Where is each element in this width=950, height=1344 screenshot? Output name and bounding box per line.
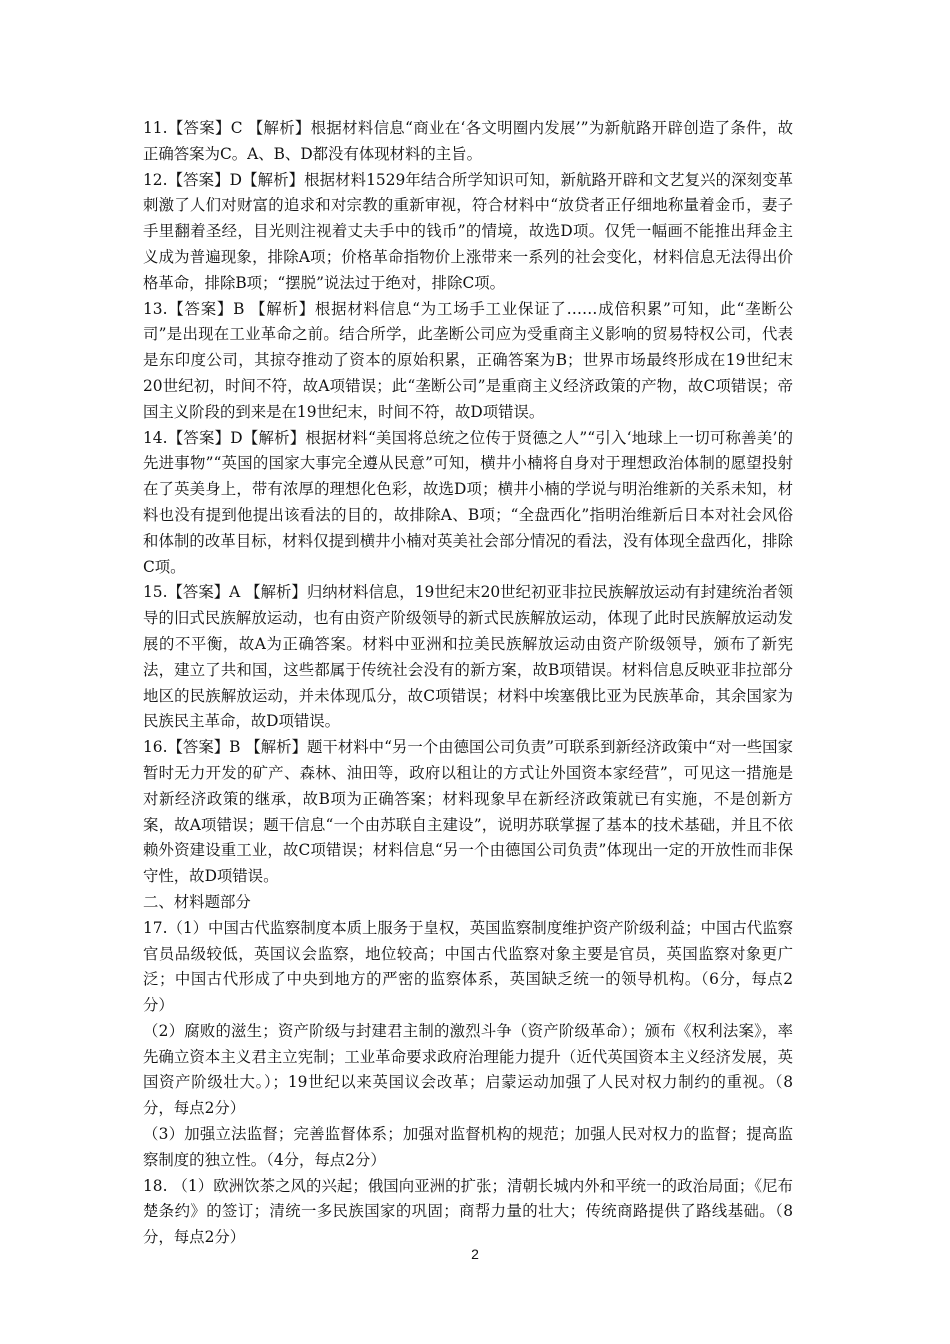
answer-11: 11.【答案】C 【解析】根据材料信息“商业在‘各文明圈内发展’”为新航路开辟创造了条件，故正确答案为C。A、B、D都没有体现材料的主旨。: [143, 119, 793, 163]
answer-17-part-2: （2）腐败的滋生；资产阶级与封建君主制的激烈斗争（资产阶级革命）；颁布《权利法案》，率先确立资本主义君主立宪制；工业革命要求政府治理能力提升（近代英国资本主义经济发展，英国资产阶级壮大。）；19世纪以来英国议会改革；启蒙运动加强了人民对权力制约的重视。（8分，每点2分）: [143, 1021, 793, 1118]
answer-17-part-3: （3）加强立法监督；完善监督体系；加强对监督机构的规范；加强人民对权力的监督；提高监察制度的独立性。（4分，每点2分）: [143, 1125, 793, 1169]
answer-15: 15.【答案】A 【解析】归纳材料信息，19世纪末20世纪初亚非拉民族解放运动有封建统治者领导的旧式民族解放运动，也有由资产阶级领导的新式民族解放运动，体现了此时民族解放运动发展的不平衡，故A为正确答案。材料中亚洲和拉美民族解放运动由资产阶级领导，颁布了新宪法，建立了共和国，这些都属于传统社会没有的新方案，故B项错误。材料信息反映亚非拉部分地区的民族解放运动，并未体现瓜分，故C项错误；材料中埃塞俄比亚为民族革命，其余国家为民族民主革命，故D项错误。: [143, 583, 793, 731]
answer-text-body: [143, 116, 793, 1251]
answer-12: 12.【答案】D【解析】根据材料1529年结合所学知识可知，新航路开辟和文艺复兴的深刻变革刺激了人们对财富的追求和对宗教的重新审视，符合材料中“放贷者正仔细地称量着金币，妻子手里翻着圣经，目光则注视着丈夫手中的钱币”的情境，故选D项。仅凭一幅画不能推出拜金主义成为普遍现象，排除A项；价格革命指物价上涨带来一系列的社会变化，材料信息无法得出价格革命，排除B项；“摆脱”说法过于绝对，排除C项。: [143, 170, 793, 292]
answer-16: 16.【答案】B 【解析】题干材料中“另一个由德国公司负责”可联系到新经济政策中“对一些国家暂时无力开发的矿产、森林、油田等，政府以租让的方式让外国资本家经营”，可见这一措施是对新经济政策的继承，故B项为正确答案；材料现象早在新经济政策就已有实施，不是创新方案，故A项错误；题干信息“一个由苏联自主建设”，说明苏联掌握了基本的技术基础，并且不依赖外资建设重工业，故C项错误；材料信息“另一个由德国公司负责”体现出一定的开放性而非保守性，故D项错误。: [143, 738, 793, 886]
page-number: 2: [471, 1246, 479, 1262]
answer-14: 14.【答案】D【解析】根据材料“美国将总统之位传于贤德之人”“引入‘地球上一切可称善美’的先进事物”“英国的国家大事完全遵从民意”可知，横井小楠将自身对于理想政治体制的愿望投射在了英美身上，带有浓厚的理想化色彩，故选D项；横井小楠的学说与明治维新的关系未知，材料也没有提到他提出该看法的目的，故排除A、B项；“全盘西化”指明治维新后日本对社会风俗和体制的改革目标，材料仅提到横井小楠对英美社会部分情况的看法，没有体现全盘西化，排除C项。: [143, 428, 793, 576]
answer-18-part-1: 18. （1）欧洲饮茶之风的兴起；俄国向亚洲的扩张；清朝长城内外和平统一的政治局面；《尼布楚条约》的签订；清统一多民族国家的巩固；商帮力量的壮大；传统商路提供了路线基础。（8分，每点2分）: [143, 1176, 793, 1247]
answer-17-part-1: 17.（1）中国古代监察制度本质上服务于皇权，英国监察制度维护资产阶级利益；中国古代监察官员品级较低，英国议会监察，地位较高；中国古代监察对象主要是官员，英国监察对象更广泛；中国古代形成了中央到地方的严密的监察体系，英国缺乏统一的领导机构。（6分，每点2分）: [143, 918, 793, 1015]
answer-13: 13.【答案】B 【解析】根据材料信息“为工场手工业保证了……成倍积累”可知，此“垄断公司”是出现在工业革命之前。结合所学，此垄断公司应为受重商主义影响的贸易特权公司，代表是东印度公司，其掠夺推动了资本的原始积累，正确答案为B；世界市场最终形成在19世纪末20世纪初，时间不符，故A项错误；此“垄断公司”是重商主义经济政策的产物，故C项错误；帝国主义阶段的到来是在19世纪末，时间不符，故D项错误。: [143, 299, 793, 421]
section-heading: 二、材料题部分: [143, 892, 251, 911]
